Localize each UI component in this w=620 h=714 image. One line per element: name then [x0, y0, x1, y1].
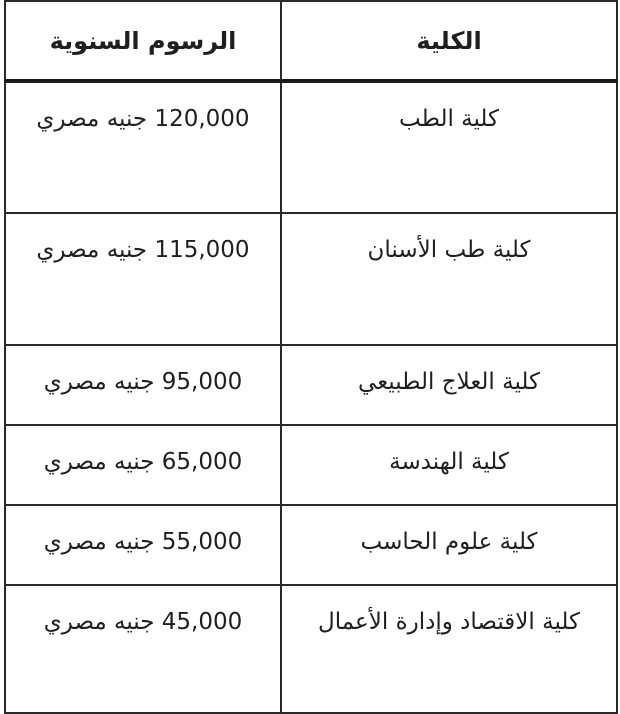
table-row: [5, 81, 617, 213]
table-row: [5, 585, 617, 713]
fee-cell: 55,000 جنيه مصري: [5, 505, 281, 585]
header-college: الكلية: [281, 1, 617, 81]
fee-cell: 95,000 جنيه مصري: [5, 345, 281, 425]
fee-cell: 120,000 جنيه مصري: [5, 81, 281, 213]
fees-table: [4, 0, 618, 714]
fee-cell: 45,000 جنيه مصري: [5, 585, 281, 713]
fee-cell: 65,000 جنيه مصري: [5, 425, 281, 505]
college-name-cell: كلية الطب: [281, 81, 617, 213]
table-row: [5, 505, 617, 585]
fee-cell: 115,000 جنيه مصري: [5, 213, 281, 345]
college-name-cell: كلية الهندسة: [281, 425, 617, 505]
table-row: [5, 345, 617, 425]
table-row: [5, 213, 617, 345]
table-header-row: [5, 1, 617, 81]
college-name-cell: كلية الاقتصاد وإدارة الأعمال: [281, 585, 617, 713]
college-name-cell: كلية طب الأسنان: [281, 213, 617, 345]
header-annual-fees: الرسوم السنوية: [5, 1, 281, 81]
table-row: [5, 425, 617, 505]
college-name-cell: كلية العلاج الطبيعي: [281, 345, 617, 425]
college-name-cell: كلية علوم الحاسب: [281, 505, 617, 585]
